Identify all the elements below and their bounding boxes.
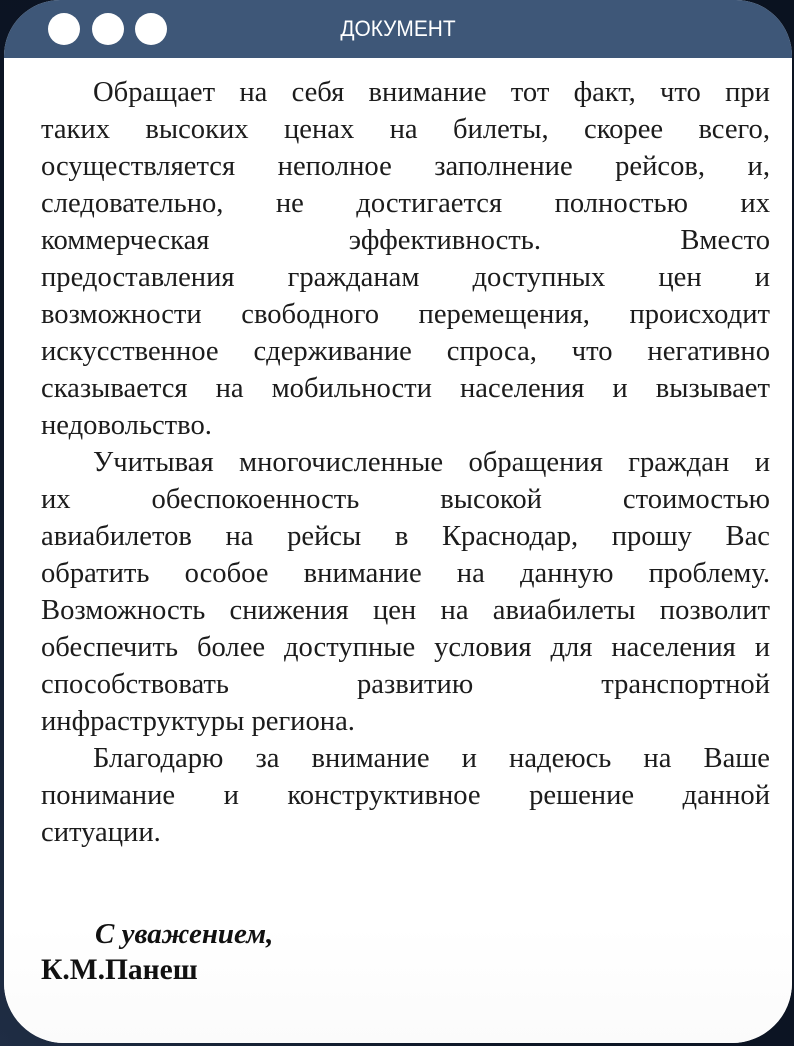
signature-name: К.М.Панеш [41,954,198,986]
signature-greeting: С уважением, [95,918,274,950]
text-line: способствовать развитию транспортной [41,669,770,700]
text-line: Обращает на себя внимание тот факт, что при [93,77,770,108]
text-line: их обеспокоенность высокой стоимостью [41,484,770,515]
text-line: сказывается на мобильности населения и вызывает [41,373,770,404]
text-line: таких высоких ценах на билеты, скорее всего, [41,114,770,145]
text-line: ситуации. [41,817,161,848]
text-line: возможности свободного перемещения, происходит [41,299,770,330]
paragraph-1 [41,74,770,444]
title-bar [4,0,792,58]
text-line: Возможность снижения цен на авиабилеты позволит [41,595,770,626]
text-line: предоставления гражданам доступных цен и [41,262,770,293]
text-line: Благодарю за внимание и надеюсь на Ваше [93,743,770,774]
text-line: коммерческая эффективность. Вместо [41,225,770,256]
paragraph-2 [41,444,770,740]
text-line: осуществляется неполное заполнение рейсов, и, [41,151,770,182]
text-line: авиабилетов на рейсы в Краснодар, прошу Вас [41,521,770,552]
text-line: обеспечить более доступные условия для населения и [41,632,770,663]
text-line: понимание и конструктивное решение данной [41,780,770,811]
document-content [4,58,792,1043]
text-line: следовательно, не достигается полностью их [41,188,770,219]
text-line: искусственное сдерживание спроса, что негативно [41,336,770,367]
window-title: ДОКУМЕНТ [340,16,456,41]
text-line: инфраструктуры региона. [41,706,355,737]
document-window [4,0,792,1043]
text-line: обратить особое внимание на данную проблему. [41,558,770,589]
text-line: недовольство. [41,410,212,441]
document-body [41,74,770,851]
text-line: Учитывая многочисленные обращения граждан и [93,447,770,478]
paragraph-3 [41,740,770,851]
